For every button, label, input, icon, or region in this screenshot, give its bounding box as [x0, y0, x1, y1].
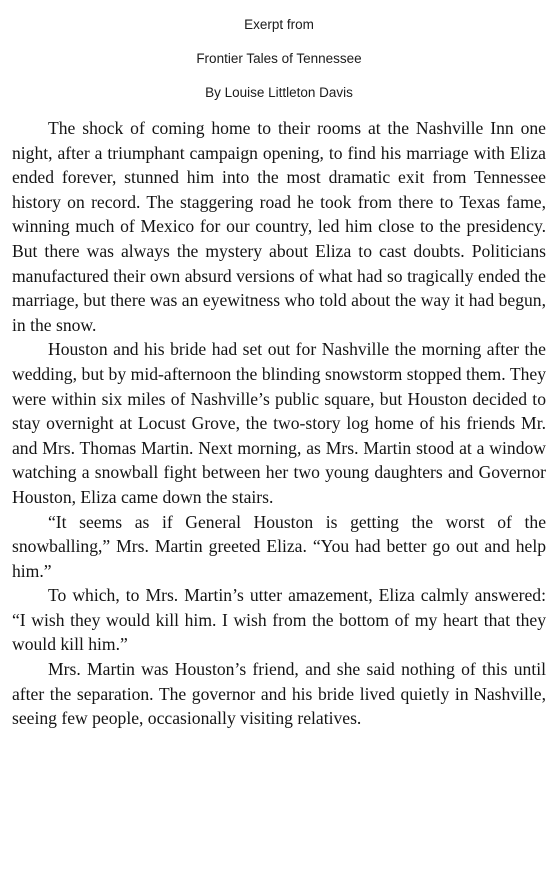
author-byline: By Louise Littleton Davis: [205, 85, 353, 100]
excerpt-body: [12, 116, 546, 731]
document-header: [12, 16, 546, 102]
paragraph-5: Mrs. Martin was Houston’s friend, and she said nothing of this until after the separation. The governor and his bride lived quietly in Nashville, seeing few people, occasionally visiting relatives.: [12, 659, 546, 729]
paragraph-3: “It seems as if General Houston is getting the worst of the snowballing,” Mrs. Martin greeted Eliza. “You had better go out and help him.”: [12, 511, 546, 581]
paragraph-2: Houston and his bride had set out for Nashville the morning after the wedding, but by mid-afternoon the blinding snowstorm stopped them. They were within six miles of Nashville’s public square, but Houston decided to stay overnight at Locust Grove, the two-story log home of his friends Mr. and Mrs. Thomas Martin. Next morning, as Mrs. Martin stood at a window watching a snowball fight between her two young daughters and Governor Houston, Eliza came down the stairs.: [12, 339, 546, 507]
header-excerpt-label: Exerpt from: [244, 17, 314, 32]
paragraph-4: To which, to Mrs. Martin’s utter amazement, Eliza calmly answered: “I wish they would kill him. I wish from the bottom of my heart that they would kill him.”: [12, 585, 546, 655]
paragraph-1: The shock of coming home to their rooms at the Nashville Inn one night, after a triumphant campaign opening, to find his marriage with Eliza ended forever, stunned him into the most dramatic exit from Tennessee history on record. The staggering road he took from there to Texas fame, winning much of Mexico for our country, led him close to the presidency. But there was always the mystery about Eliza to cast doubts. Politicians manufactured their own absurd versions of what had so tragically ended the marriage, but there was an eyewitness who told about the way it had begun, in the snow.: [12, 118, 546, 335]
book-title: Frontier Tales of Tennessee: [196, 51, 362, 66]
